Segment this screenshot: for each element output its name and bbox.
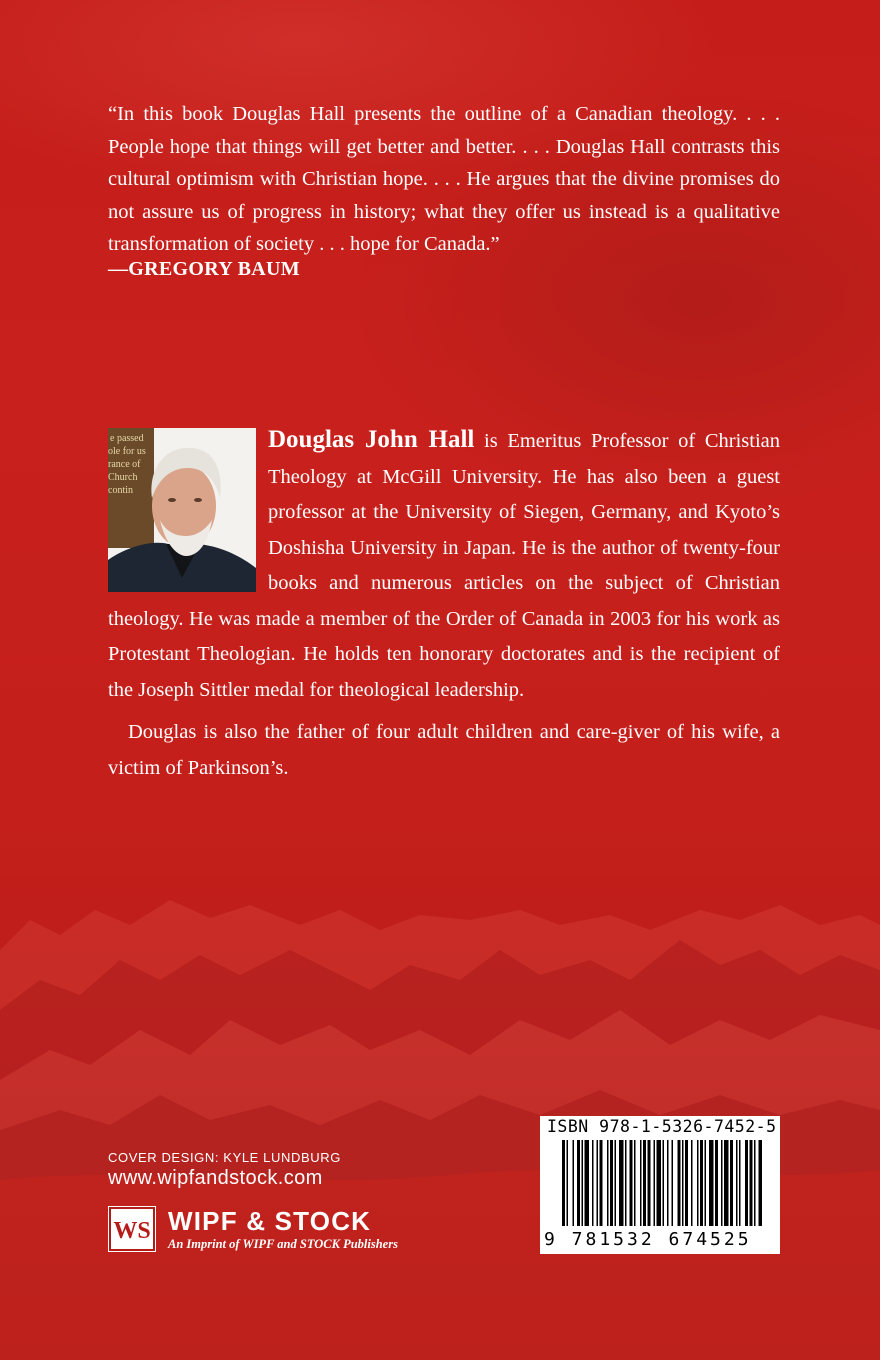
- barcode-bar: [715, 1140, 718, 1226]
- ws-logo-icon: [108, 1206, 156, 1252]
- barcode-bar: [577, 1140, 580, 1226]
- quote-text: “In this book Douglas Hall presents the outline of a Canadian theology. . . . People hope that things will get better and better. . . . Douglas Hall contrasts this cultural optimism with Christian hope. . . . He argues that the divine promises do not assure us of progress in history; what they offer us instead is a qualitative transformation of society . . . hope for Canada.”: [108, 103, 780, 255]
- barcode-bar: [615, 1140, 617, 1226]
- barcode-bar: [585, 1140, 590, 1226]
- barcode-bar: [739, 1140, 741, 1226]
- barcode-bar: [600, 1140, 603, 1226]
- sign-line-3: rance of: [108, 459, 141, 470]
- barcode-bar: [754, 1140, 756, 1226]
- publisher-imprint: An Imprint of WIPF and STOCK Publishers: [168, 1237, 398, 1251]
- author-photo: [108, 428, 256, 592]
- author-bio: [108, 422, 780, 786]
- isbn-barcode: [540, 1116, 780, 1254]
- barcode-bar: [745, 1140, 748, 1226]
- barcode-bar: [625, 1140, 627, 1226]
- sign-line-1: e passed: [110, 433, 144, 444]
- barcode-bars: [562, 1140, 762, 1230]
- barcode-bar: [573, 1140, 575, 1226]
- barcode-bar: [643, 1140, 646, 1226]
- barcode-bar: [700, 1140, 703, 1226]
- barcode-bar: [736, 1140, 738, 1226]
- cover-design-credit: COVER DESIGN: KYLE LUNDBURG: [108, 1150, 341, 1165]
- endorsement-quote: [108, 98, 780, 261]
- barcode-bar: [582, 1140, 584, 1226]
- barcode-bar: [685, 1140, 688, 1226]
- barcode-bar: [592, 1140, 594, 1226]
- author-bio-family: Douglas is also the father of four adult children and care-giver of his wife, a victim of Parkinson’s.: [108, 721, 780, 779]
- barcode-bar: [562, 1140, 565, 1226]
- author-bio-text: is Emeritus Professor of Christian Theology at McGill University. He has also been a guest professor at the University of Siegen, Germany, and Kyoto’s Doshisha University in Japan. He is the author of twenty-four books and numerous articles on the subject of Christian theology. He was made a member of the Order of Canada in 2003 for his work as Protestant Theologian. He holds ten honorary doctorates and is the recipient of the Joseph Sittler medal for theological leadership.: [108, 430, 780, 701]
- barcode-bar: [567, 1140, 569, 1226]
- sign-line-5: contin: [108, 485, 133, 496]
- barcode-bar: [721, 1140, 723, 1226]
- barcode-bar: [759, 1140, 763, 1226]
- barcode-bar: [672, 1140, 674, 1226]
- barcode-bar: [648, 1140, 651, 1226]
- isbn-label: ISBN 978-1-5326-7452-5: [547, 1117, 777, 1136]
- barcode-bar: [663, 1140, 665, 1226]
- author-portrait-image: [108, 428, 256, 592]
- barcode-bar: [709, 1140, 714, 1226]
- barcode-bar: [607, 1140, 609, 1226]
- barcode-bar: [678, 1140, 681, 1226]
- barcode-bar: [597, 1140, 599, 1226]
- publisher-website: www.wipfandstock.com: [108, 1167, 323, 1189]
- barcode-bar: [682, 1140, 684, 1226]
- sign-line-2: ole for us: [108, 446, 146, 457]
- barcode-bar: [630, 1140, 633, 1226]
- barcode-bar: [640, 1140, 642, 1226]
- barcode-bar: [750, 1140, 753, 1226]
- sign-line-4: Church: [108, 472, 138, 483]
- barcode-bar: [667, 1140, 669, 1226]
- ws-logo-text: WS: [113, 1218, 151, 1244]
- barcode-bar: [724, 1140, 729, 1226]
- barcode-bar: [610, 1140, 613, 1226]
- barcode-bar: [619, 1140, 624, 1226]
- barcode-bar: [705, 1140, 707, 1226]
- quote-attribution: —GREGORY BAUM: [108, 258, 300, 280]
- author-name: Douglas John Hall: [268, 426, 475, 453]
- barcode-digits: 9 781532 674525: [544, 1229, 752, 1250]
- barcode-bar: [697, 1140, 699, 1226]
- barcode-bar: [634, 1140, 636, 1226]
- publisher-name: WIPF & STOCK: [168, 1206, 372, 1236]
- barcode-bar: [730, 1140, 733, 1226]
- barcode-bar: [657, 1140, 662, 1226]
- barcode-bar: [691, 1140, 693, 1226]
- barcode-bar: [654, 1140, 656, 1226]
